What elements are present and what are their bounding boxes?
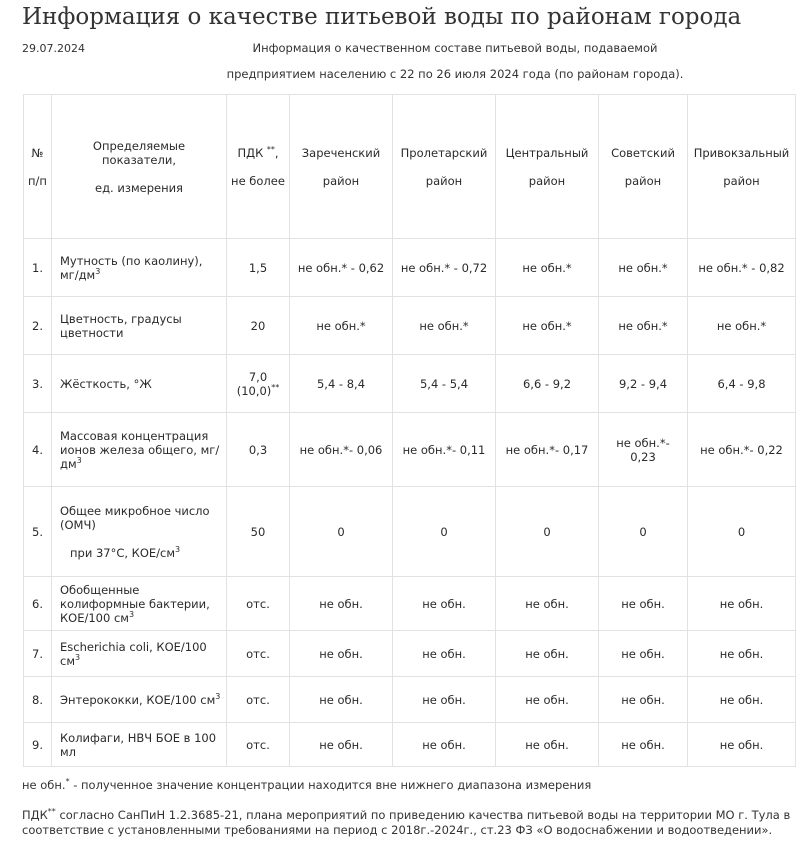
unit-superscript: 3 xyxy=(215,691,221,701)
indicator-name xyxy=(52,239,227,297)
district-value: не обн.* - 0,82 xyxy=(688,239,796,297)
footnote1-sup: * xyxy=(65,777,70,787)
district-value: не обн.* xyxy=(599,239,688,297)
indicator-text: Мутность (по каолину), мг/дм xyxy=(60,253,203,282)
pdk-value xyxy=(227,413,290,487)
header-pdk-sup: ** xyxy=(266,144,275,154)
footnote1-prefix: не обн. xyxy=(22,778,66,792)
unit-superscript: 3 xyxy=(128,609,135,619)
header-district-name: Зареченский xyxy=(301,145,381,160)
pdk-text: 0,3 xyxy=(248,442,268,457)
publication-date: 29.07.2024 xyxy=(22,42,85,55)
unit-superscript: 3 xyxy=(75,652,81,662)
district-value: не обн. xyxy=(599,723,688,767)
header-pdk-line2: не более xyxy=(231,173,285,188)
table-row xyxy=(24,297,796,355)
header-indicator-line2: ед. измерения xyxy=(95,180,183,195)
district-value: не обн.*- 0,06 xyxy=(290,413,393,487)
district-value: не обн. xyxy=(496,677,599,723)
indicator-text: Escherichia coli, КОЕ/100 см xyxy=(60,639,207,668)
pdk-value xyxy=(227,297,290,355)
district-value: не обн.* xyxy=(496,239,599,297)
header-district-name: Пролетарский xyxy=(400,145,488,160)
header-indicator-line1: Определяемые показатели, xyxy=(92,138,186,167)
district-value: не обн. xyxy=(599,631,688,677)
header-district xyxy=(688,95,796,239)
pdk-value xyxy=(227,355,290,413)
pdk-value xyxy=(227,487,290,577)
header-district xyxy=(496,95,599,239)
pdk-text-line2: (10,0) xyxy=(236,383,272,398)
unit-superscript: 3 xyxy=(175,544,181,554)
table-row xyxy=(24,577,796,631)
district-value: не обн. xyxy=(688,631,796,677)
district-value: не обн. xyxy=(688,723,796,767)
district-value: не обн.* - 0,72 xyxy=(393,239,496,297)
pdk-text: отс. xyxy=(246,692,270,707)
pdk-value xyxy=(227,723,290,767)
footnote1-text: - полученное значение концентрации находится вне нижнего диапазона измерения xyxy=(69,778,592,792)
header-district-word: район xyxy=(322,173,360,188)
indicator-name xyxy=(52,413,227,487)
district-value: не обн. xyxy=(688,577,796,631)
table-row xyxy=(24,239,796,297)
row-number: 3. xyxy=(24,355,52,413)
district-value: не обн.* xyxy=(688,297,796,355)
district-value: не обн. xyxy=(496,577,599,631)
unit-superscript: 3 xyxy=(95,266,101,276)
pdk-text: отс. xyxy=(246,596,270,611)
footnote2-sup: ** xyxy=(47,807,56,817)
indicator-name xyxy=(52,723,227,767)
footnote-not-detected xyxy=(22,778,591,792)
header-pdk-label: ПДК xyxy=(237,145,264,160)
header-district-word: район xyxy=(528,173,566,188)
district-value: не обн. xyxy=(496,631,599,677)
district-value: не обн.*- 0,23 xyxy=(599,413,688,487)
pdk-text: отс. xyxy=(246,737,270,752)
row-number: 9. xyxy=(24,723,52,767)
row-number: 6. xyxy=(24,577,52,631)
table-row xyxy=(24,355,796,413)
indicator-name xyxy=(52,487,227,577)
header-district-word: район xyxy=(624,173,662,188)
water-quality-table xyxy=(23,94,796,767)
pdk-text: 50 xyxy=(250,524,266,539)
district-value: не обн.* xyxy=(599,297,688,355)
district-value: не обн. xyxy=(290,723,393,767)
table-row xyxy=(24,677,796,723)
row-number: 8. xyxy=(24,677,52,723)
district-value: не обн.* xyxy=(496,297,599,355)
header-num xyxy=(24,95,52,239)
header-pdk xyxy=(227,95,290,239)
pdk-superscript: ** xyxy=(271,382,280,392)
district-value: 6,4 - 9,8 xyxy=(688,355,796,413)
indicator-text: Массовая концентрация ионов железа общего, мг/дм xyxy=(60,428,220,471)
pdk-value xyxy=(227,677,290,723)
unit-superscript: 3 xyxy=(76,455,82,465)
district-value: не обн.* xyxy=(290,297,393,355)
indicator-text: Цветность, градусы цветности xyxy=(60,311,182,340)
row-number: 7. xyxy=(24,631,52,677)
district-value: 5,4 - 8,4 xyxy=(290,355,393,413)
indicator-name xyxy=(52,577,227,631)
district-value: не обн. xyxy=(688,677,796,723)
table-row xyxy=(24,413,796,487)
indicator-text: Колифаги, НВЧ БОЕ в 100 мл xyxy=(60,730,217,759)
indicator-text: Обобщенные колиформные бактерии, КОЕ/100 см xyxy=(60,582,210,625)
pdk-value xyxy=(227,631,290,677)
header-district xyxy=(393,95,496,239)
row-number: 1. xyxy=(24,239,52,297)
page-title: Информация о качестве питьевой воды по районам города xyxy=(22,4,742,30)
district-value: не обн. xyxy=(290,677,393,723)
indicator-text: Общее микробное число (ОМЧ) xyxy=(60,503,210,532)
pdk-value xyxy=(227,577,290,631)
district-value: 0 xyxy=(496,487,599,577)
district-value: не обн. xyxy=(393,677,496,723)
pdk-text: отс. xyxy=(246,646,270,661)
header-num-line2: п/п xyxy=(28,173,47,188)
header-district-word: район xyxy=(425,173,463,188)
indicator-name xyxy=(52,631,227,677)
header-district xyxy=(290,95,393,239)
district-value: не обн.* - 0,62 xyxy=(290,239,393,297)
table-row xyxy=(24,487,796,577)
district-value: 0 xyxy=(599,487,688,577)
footnote2-text: согласно СанПиН 1.2.3685-21, плана мероприятий по приведению качества питьевой воды на территории МО г. Тула в соответствие с установленными требованиями на период с 2018г.-2024г., ст.23 ФЗ «О водоснабжении и водоотведении». xyxy=(22,808,791,837)
pdk-text: 7,0 xyxy=(248,369,268,384)
footnote-pdk xyxy=(22,808,792,838)
district-value: не обн.*- 0,17 xyxy=(496,413,599,487)
header-pdk-comma: , xyxy=(274,145,279,160)
pdk-text: 20 xyxy=(250,318,266,333)
district-value: не обн. xyxy=(393,577,496,631)
district-value: не обн.*- 0,22 xyxy=(688,413,796,487)
pdk-value xyxy=(227,239,290,297)
header-district xyxy=(599,95,688,239)
district-value: не обн.*- 0,11 xyxy=(393,413,496,487)
district-value: не обн. xyxy=(290,631,393,677)
district-value: не обн. xyxy=(393,631,496,677)
district-value: 9,2 - 9,4 xyxy=(599,355,688,413)
row-number: 5. xyxy=(24,487,52,577)
district-value: 0 xyxy=(393,487,496,577)
indicator-text: Жёсткость, °Ж xyxy=(60,376,152,391)
header-district-word: район xyxy=(723,173,760,188)
district-value: не обн. xyxy=(599,577,688,631)
intro-line-2: предприятием населению с 22 по 26 июля 2024 года (по районам города). xyxy=(226,67,684,81)
header-indicator xyxy=(52,95,227,239)
row-number: 4. xyxy=(24,413,52,487)
table-row xyxy=(24,631,796,677)
district-value: не обн.* xyxy=(393,297,496,355)
header-district-name: Центральный xyxy=(505,145,589,160)
header-district-name: Советский xyxy=(611,145,675,160)
district-value: 0 xyxy=(290,487,393,577)
indicator-name xyxy=(52,297,227,355)
indicator-name xyxy=(52,355,227,413)
district-value: 5,4 - 5,4 xyxy=(393,355,496,413)
district-value: 0 xyxy=(688,487,796,577)
district-value: 6,6 - 9,2 xyxy=(496,355,599,413)
pdk-text: 1,5 xyxy=(248,260,268,275)
district-value: не обн. xyxy=(496,723,599,767)
indicator-text-line2: при 37°С, КОЕ/см xyxy=(70,545,176,560)
header-district-name: Привокзальный xyxy=(693,145,790,160)
header-num-line1: № xyxy=(31,145,44,160)
footnote2-prefix: ПДК xyxy=(22,808,48,822)
table-row xyxy=(24,723,796,767)
table-body xyxy=(24,95,796,767)
district-value: не обн. xyxy=(599,677,688,723)
indicator-text: Энтерококки, КОЕ/100 см xyxy=(60,692,216,707)
district-value: не обн. xyxy=(290,577,393,631)
district-value: не обн. xyxy=(393,723,496,767)
header-row xyxy=(24,95,796,239)
row-number: 2. xyxy=(24,297,52,355)
intro-line-1: Информация о качественном составе питьевой воды, подаваемой xyxy=(252,41,658,55)
indicator-name xyxy=(52,677,227,723)
